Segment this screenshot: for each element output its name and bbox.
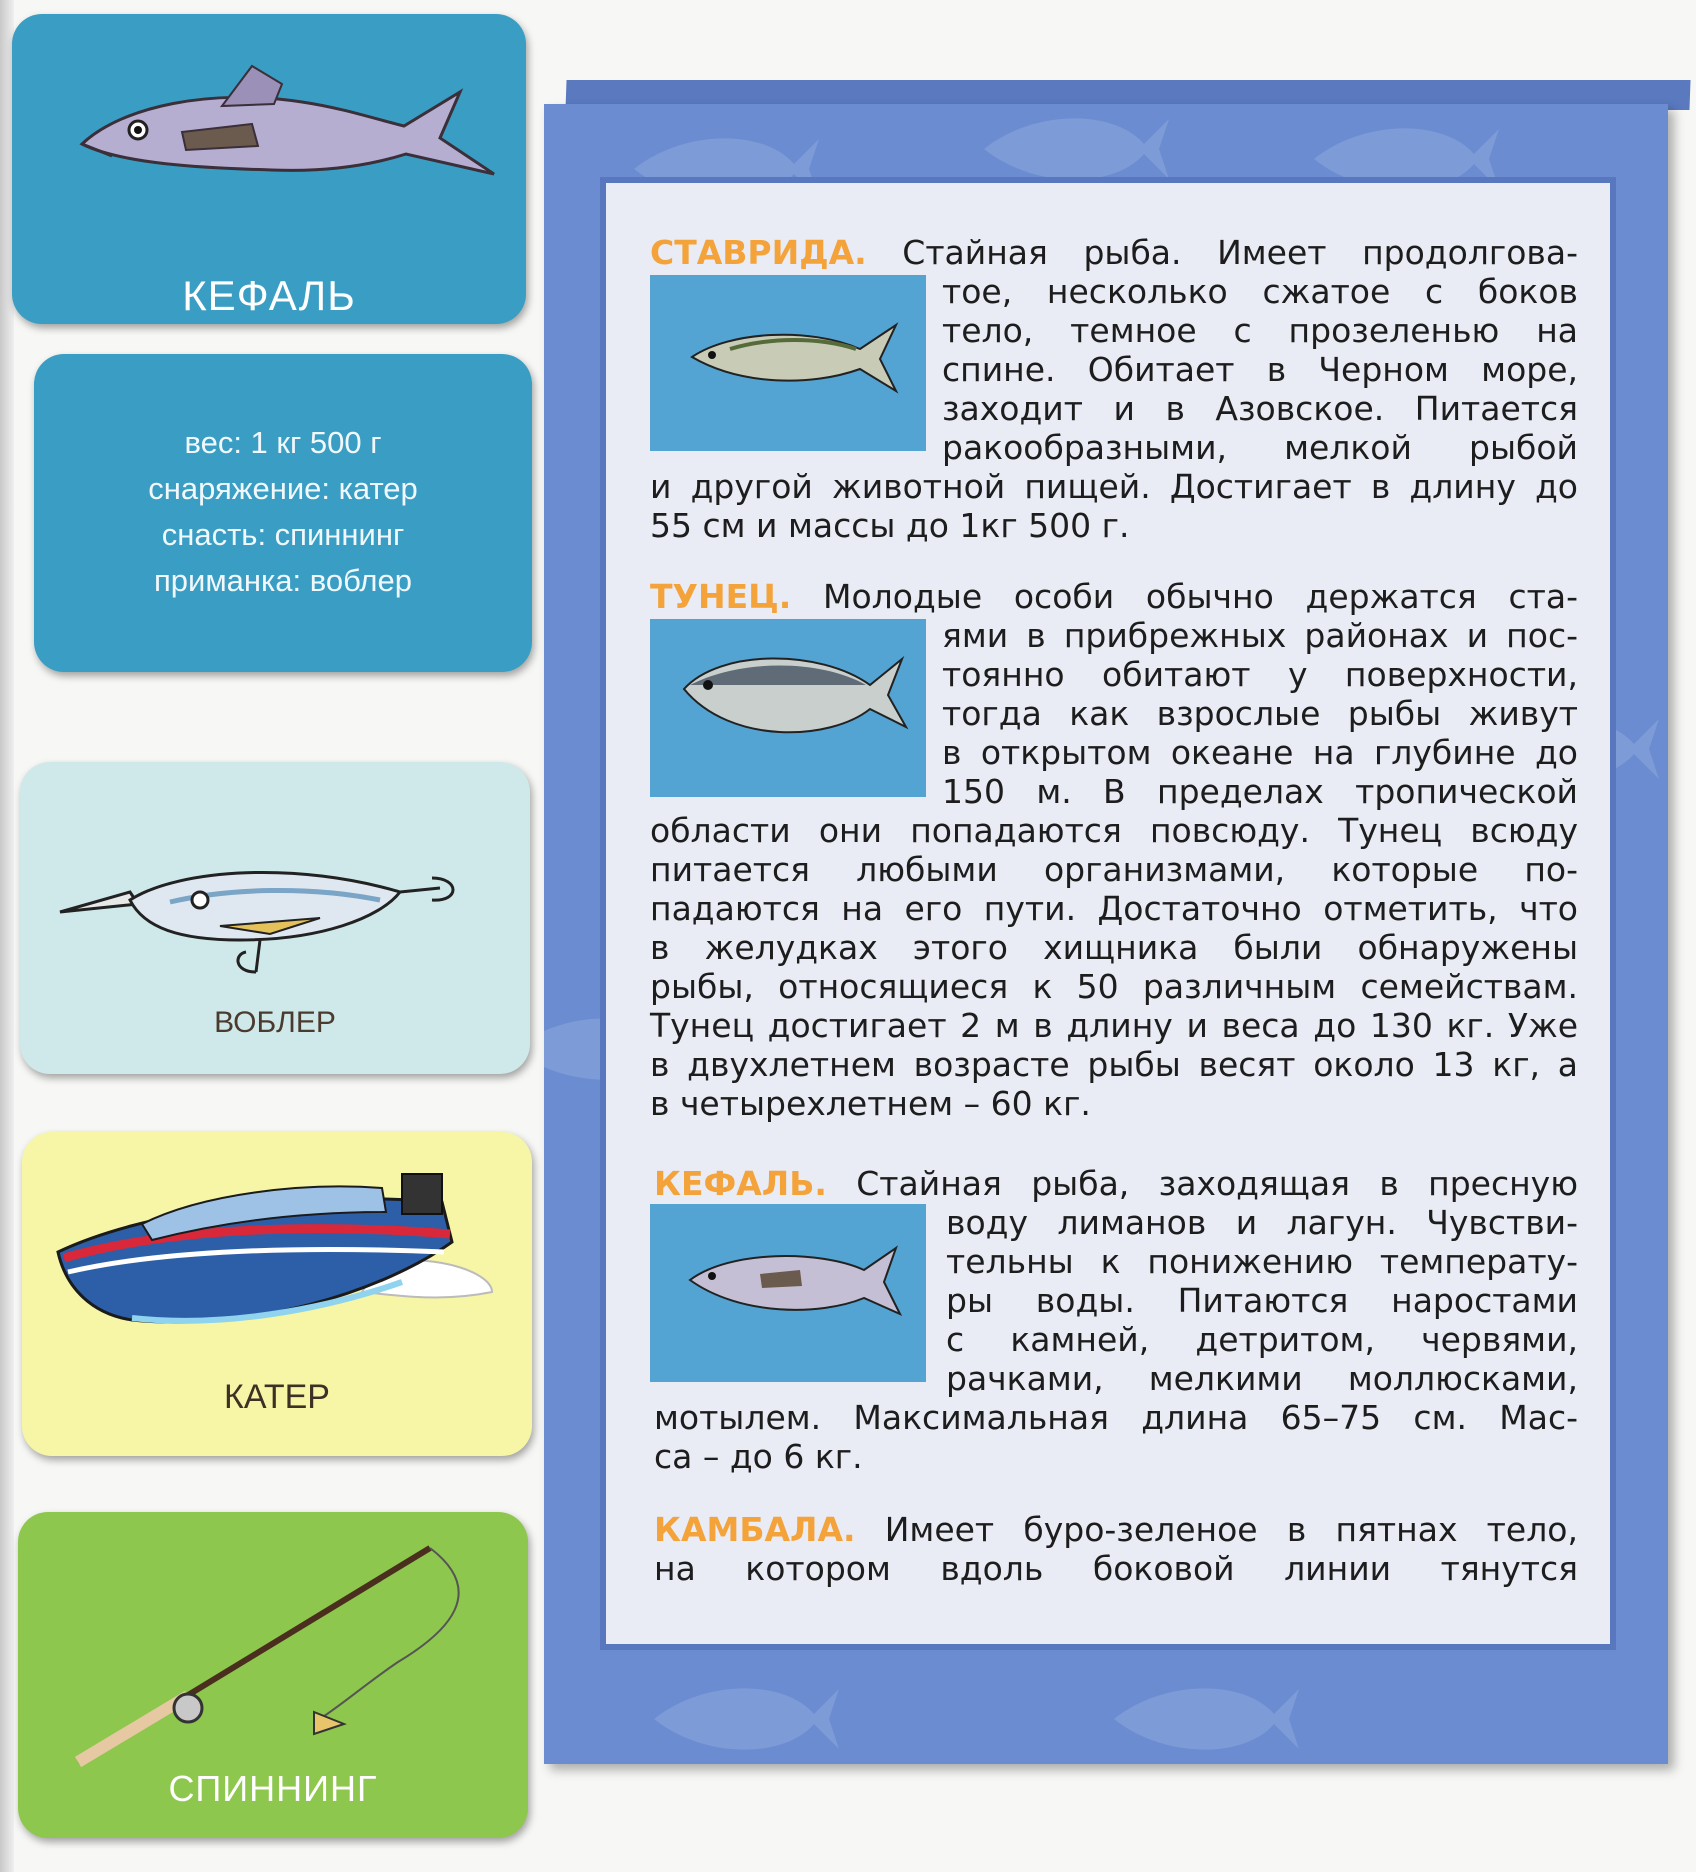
text-line: 55 см и массы до 1кг 500 г.	[650, 506, 1130, 545]
text-line: рачками, мелкими моллюсками,	[946, 1359, 1578, 1398]
text-line: ры воды. Питаются наростами	[946, 1281, 1578, 1320]
card-info[interactable]	[34, 354, 532, 672]
text-line: мотылем. Максимальная длина 65–75 см. Мас-	[654, 1398, 1578, 1437]
card-label-kater: КАТЕР	[224, 1378, 330, 1416]
text-line: ями в прибрежных районах и пос-	[942, 616, 1578, 655]
card-label-kefal: КЕФАЛЬ	[182, 272, 356, 319]
section-title-tunec: ТУНЕЦ.	[650, 577, 792, 616]
text-line: тогда как взрослые рыбы живут	[942, 694, 1578, 733]
info-bait: приманка: воблер	[153, 563, 413, 598]
text-line: Тунец достигает 2 м в длину и веса до 130 кг. Уже	[650, 1006, 1578, 1045]
mullet-illustration	[12, 14, 526, 214]
text-line: и другой животной пищей. Достигает в длину до	[650, 467, 1578, 506]
text-line: рыбы, относящиеся к 50 различным семействам.	[650, 967, 1578, 1006]
background-fish-icon	[1104, 1674, 1304, 1764]
text-line: в четырехлетнем – 60 кг.	[650, 1084, 1091, 1123]
text-line: Стайная рыба. Имеет продолгова-	[902, 233, 1578, 272]
spinning-rod-illustration	[18, 1512, 528, 1772]
text-line: Молодые особи обычно держатся ста-	[823, 577, 1578, 616]
section-title-stavrida: СТАВРИДА.	[650, 233, 867, 272]
text-line: Имеет буро-зеленое в пятнах тело,	[884, 1510, 1578, 1549]
kefal-line-1	[654, 1164, 1578, 1204]
background-fish-icon	[644, 1674, 844, 1764]
card-kater[interactable]	[22, 1132, 532, 1456]
info-weight: вес: 1 кг 500 г	[184, 425, 382, 460]
wobbler-illustration	[20, 822, 530, 1022]
stavrida-thumbnail	[650, 275, 926, 451]
stavrida-line-1	[650, 233, 1578, 273]
text-line: в открытом океане на глубине до	[942, 733, 1578, 772]
stavrida-fish-icon	[650, 275, 926, 451]
card-kefal[interactable]	[12, 14, 526, 324]
tunec-line-1	[650, 577, 1578, 617]
text-line: 150 м. В пределах тропической	[942, 772, 1578, 811]
info-tackle: снасть: спиннинг	[161, 517, 405, 552]
info-equipment: снаряжение: катер	[148, 471, 418, 506]
kefal-thumbnail	[650, 1204, 926, 1382]
text-line: в двухлетнем возрасте рыбы весят около 13 кг, а	[650, 1045, 1578, 1084]
text-line: тело, темное с прозеленью на	[942, 311, 1578, 350]
text-line: ракообразными, мелкой рыбой	[942, 428, 1578, 467]
card-spinning[interactable]	[18, 1512, 528, 1838]
text-line: спине. Обитает в Черном море,	[942, 350, 1578, 389]
text-line: тоянно обитают у поверхности,	[942, 655, 1578, 694]
text-line: питается любыми организмами, которые по-	[650, 850, 1578, 889]
text-line: в желудках этого хищника были обнаружены	[650, 928, 1578, 967]
text-line: воду лиманов и лагун. Чувстви-	[946, 1203, 1578, 1242]
tuna-fish-icon	[650, 619, 926, 797]
boat-illustration	[22, 1142, 532, 1372]
card-label-spinning: СПИННИНГ	[168, 1768, 378, 1809]
text-panel	[600, 177, 1616, 1650]
text-line: са – до 6 кг.	[654, 1437, 863, 1476]
text-line: заходит и в Азовское. Питается	[942, 389, 1578, 428]
card-vobler[interactable]	[20, 762, 530, 1074]
tunec-thumbnail	[650, 619, 926, 797]
kambala-line-1	[654, 1510, 1578, 1550]
card-info-list	[34, 420, 532, 604]
text-line: тельны к понижению температу-	[946, 1242, 1578, 1281]
text-line: падаются на его пути. Достаточно отметить, что	[650, 889, 1578, 928]
text-line: на котором вдоль боковой линии тянутся	[654, 1549, 1578, 1588]
mullet-fish-icon	[650, 1204, 926, 1382]
text-line: Стайная рыба, заходящая в пресную	[856, 1164, 1578, 1203]
text-line: с камней, детритом, червями,	[946, 1320, 1578, 1359]
section-title-kambala: КАМБАЛА.	[654, 1510, 856, 1549]
text-line: области они попадаются повсюду. Тунец всюду	[650, 811, 1578, 850]
card-label-vobler: ВОБЛЕР	[214, 1006, 336, 1039]
text-line: тое, несколько сжатое с боков	[942, 272, 1578, 311]
section-title-kefal: КЕФАЛЬ.	[654, 1164, 827, 1203]
